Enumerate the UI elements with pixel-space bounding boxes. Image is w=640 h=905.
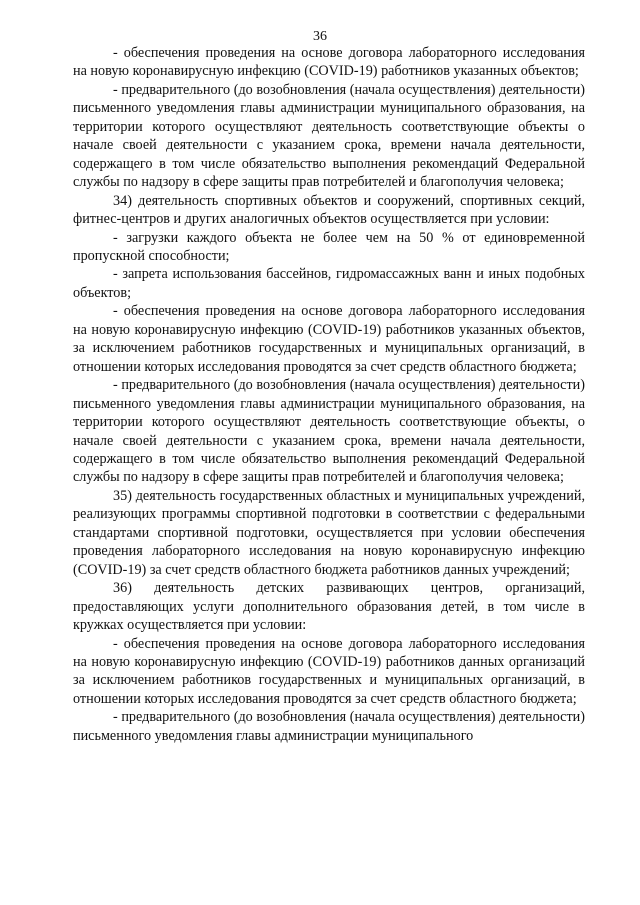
paragraph: - запрета использования бассейнов, гидромассажных ванн и иных подобных объектов;: [73, 266, 585, 301]
paragraph: - обеспечения проведения на основе договора лабораторного исследования на новую коронавирусную инфекцию (COVID-19) работников указанных объектов, за исключением работников государственных и муниципальных организаций, в отношении которых исследования проводятся за счет средств областного бюджета;: [73, 303, 585, 375]
document-body: [73, 44, 585, 745]
page-number: 36: [313, 29, 327, 44]
paragraph: - обеспечения проведения на основе договора лабораторного исследования на новую коронавирусную инфекцию (COVID-19) работников указанных объектов;: [73, 45, 585, 80]
paragraph: - загрузки каждого объекта не более чем на 50 % от единовременной пропускной способности;: [73, 229, 585, 264]
paragraph: - обеспечения проведения на основе договора лабораторного исследования на новую коронавирусную инфекцию (COVID-19) работников данных организаций за исключением работников государственных и муниципальных организаций, в отношении которых исследования проводятся за счет средств областного бюджета;: [73, 635, 585, 707]
paragraph: 36) деятельность детских развивающих центров, организаций, предоставляющих услуги дополнительного образования детей, в том числе в кружках осуществляется при условии:: [73, 580, 585, 634]
paragraph: - предварительного (до возобновления (начала осуществления) деятельности) письменного уведомления главы администрации муниципального образования, на территории которого осуществляют деятельность соответствующие объекты о начале своей деятельности с указанием срока, времени начала деятельности, содержащего в том числе обязательство выполнения рекомендаций Федеральной службы по надзору в сфере защиты прав потребителей и благополучия человека;: [73, 81, 585, 191]
paragraph: 34) деятельность спортивных объектов и сооружений, спортивных секций, фитнес-центров и других аналогичных объектов осуществляется при условии:: [73, 192, 585, 228]
paragraph: 35) деятельность государственных областных и муниципальных учреждений, реализующих программы спортивной подготовки в соответствии с федеральными стандартами спортивной подготовки, осуществляется при условии обеспечения проведения лабораторного исследования на новую коронавирусную инфекцию (COVID-19) за счет средств областного бюджета работников данных учреждений;: [73, 487, 585, 578]
paragraph: - предварительного (до возобновления (начала осуществления) деятельности) письменного уведомления главы администрации муниципального образования, на территории которого осуществляют деятельность соответствующие объекты, о начале своей деятельности с указанием срока, времени начала деятельности, содержащего в том числе обязательство выполнения рекомендаций Федеральной службы по надзору в сфере защиты прав потребителей и благополучия человека;: [73, 377, 585, 486]
paragraph: - предварительного (до возобновления (начала осуществления) деятельности) письменного уведомления главы администрации муниципального: [73, 709, 585, 744]
